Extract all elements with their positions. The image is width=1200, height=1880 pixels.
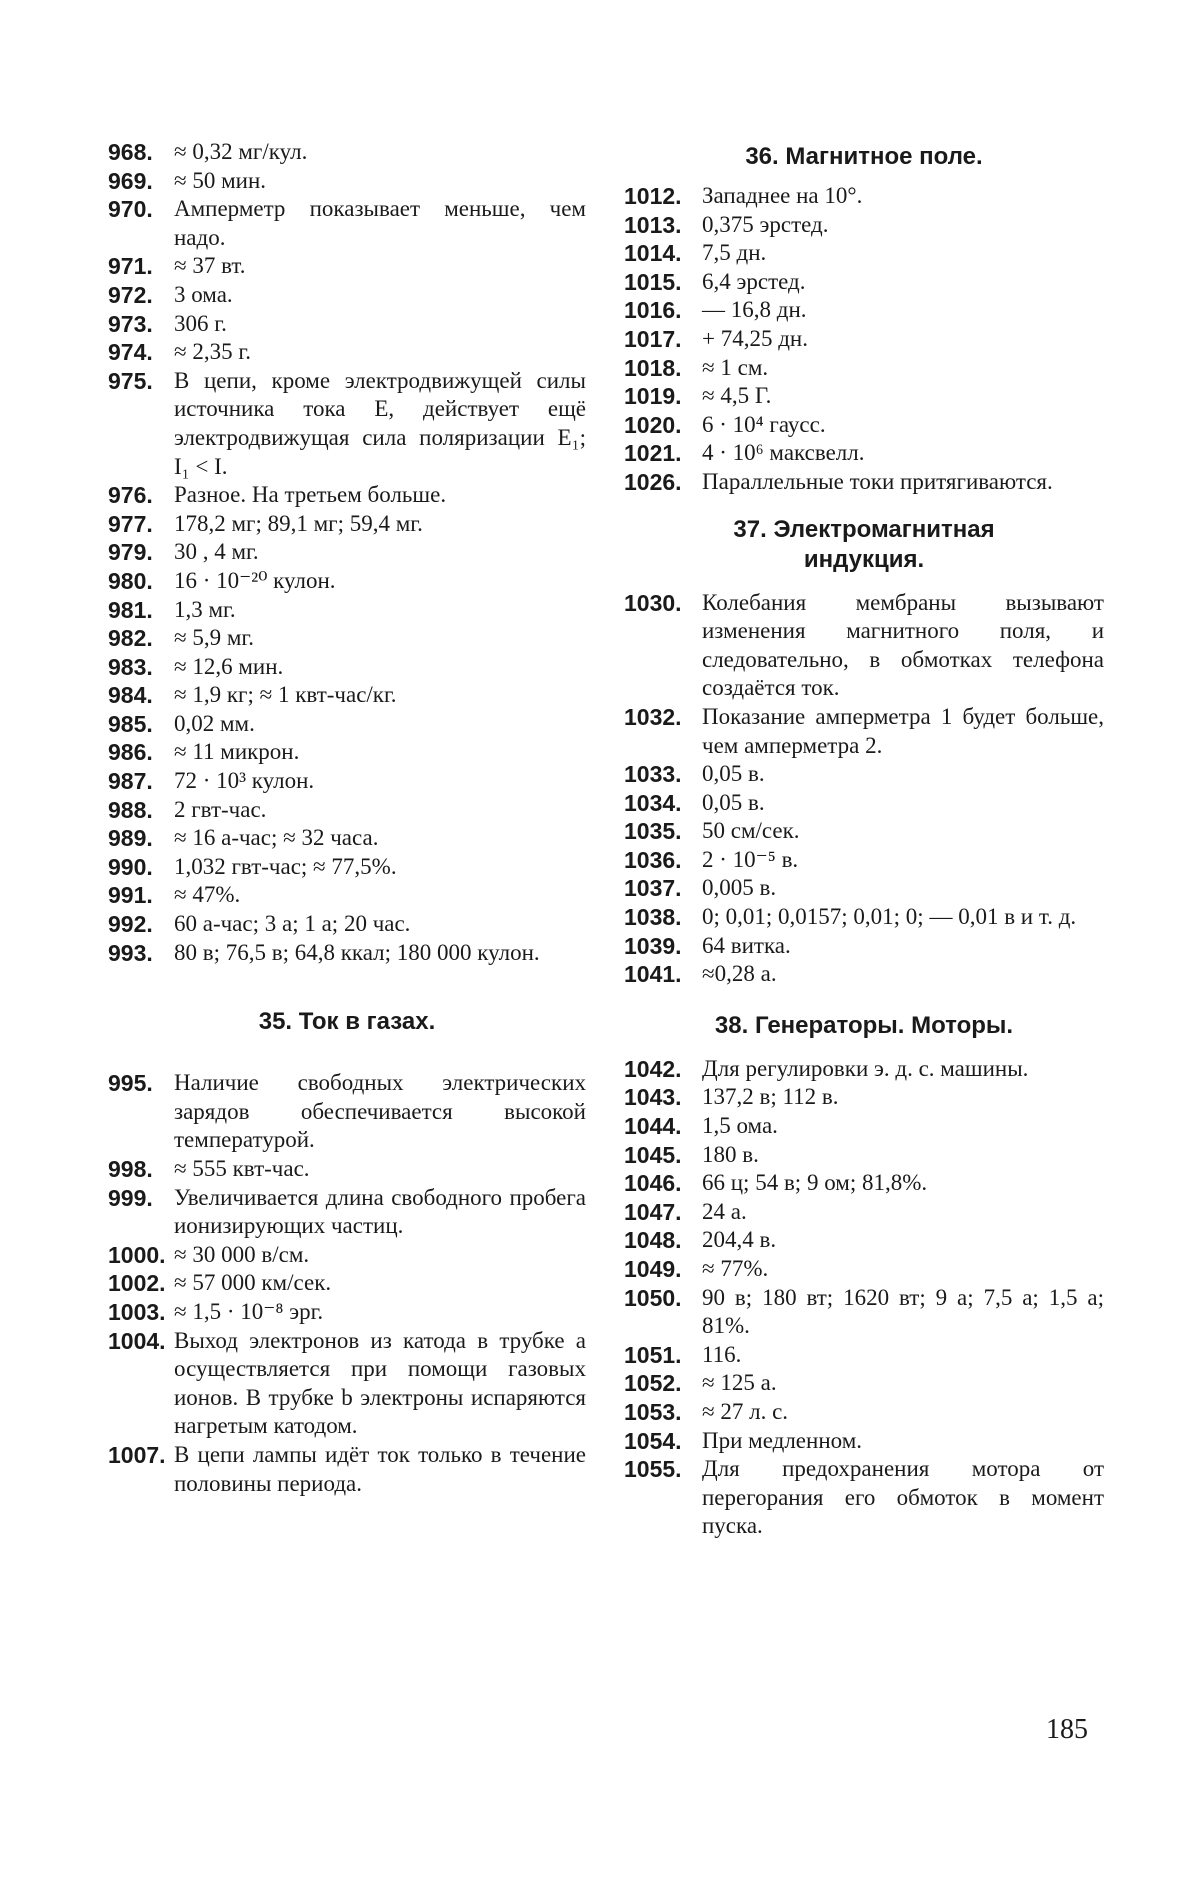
answer-number: 1002. [108, 1270, 166, 1297]
answer-text: 306 г. [174, 310, 227, 336]
answer-number: 1030. [624, 589, 682, 616]
answer-text: В цепи лампы идёт ток только в течение половины периода. [174, 1441, 586, 1496]
answer-number: 1051. [624, 1341, 682, 1368]
answer-text: 0,05 в. [702, 761, 765, 787]
answer-entry [624, 1398, 1104, 1427]
answer-text: При медленном. [702, 1427, 863, 1453]
answer-entry [108, 1155, 586, 1184]
answer-entry [108, 1069, 586, 1155]
answer-number: 977. [108, 510, 153, 537]
answer-number: 1015. [624, 268, 682, 295]
answer-entry [108, 624, 586, 653]
answer-entry [108, 538, 586, 567]
answer-entry [624, 296, 1104, 325]
answer-entry [108, 1269, 586, 1298]
answer-text: 24 а. [702, 1198, 747, 1224]
answer-entry [108, 1441, 586, 1498]
answer-number: 1013. [624, 211, 682, 238]
answer-entry [624, 354, 1104, 383]
answer-entry [624, 1455, 1104, 1541]
answer-entry [108, 796, 586, 825]
answer-number: 1052. [624, 1370, 682, 1397]
answer-number: 1017. [624, 325, 682, 352]
answer-entry [624, 1341, 1104, 1370]
answer-entry [108, 939, 586, 968]
answer-entry [108, 281, 586, 310]
answer-entry [624, 1226, 1104, 1255]
answer-number: 976. [108, 482, 153, 509]
answer-number: 988. [108, 796, 153, 823]
answer-text: Колебания мембраны вызывают изменения магнитного поля, и следовательно, в обмотках телефона создаётся ток. [702, 589, 1104, 701]
answer-entry [624, 903, 1104, 932]
answer-number: 1048. [624, 1227, 682, 1254]
answer-text: 0; 0,01; 0,0157; 0,01; 0; — 0,01 в и т. д. [702, 904, 1077, 930]
answer-entry [624, 932, 1104, 961]
answer-text: 2 · 10⁻⁵ в. [702, 846, 799, 872]
answer-number: 1026. [624, 468, 682, 495]
answer-entry [108, 596, 586, 625]
answer-entry [624, 1284, 1104, 1341]
answer-text: 1,032 гвт-час; ≈ 77,5%. [174, 853, 397, 879]
answer-number: 1036. [624, 846, 682, 873]
answer-number: 1021. [624, 440, 682, 467]
answer-text: 1,5 ома. [702, 1113, 778, 1139]
answer-entry [108, 338, 586, 367]
answer-text: 6 · 10⁴ гаусс. [702, 411, 826, 437]
answer-text: Выход электронов из катода в трубке a осуществляется при помощи газовых ионов. В трубке b электроны испаряются нагретым катодом. [174, 1327, 586, 1439]
answer-text: ≈ 37 вт. [174, 253, 246, 279]
answer-entry [108, 653, 586, 682]
answer-number: 999. [108, 1184, 153, 1211]
answer-number: 1039. [624, 932, 682, 959]
answer-number: 987. [108, 768, 153, 795]
answer-entry [624, 211, 1104, 240]
answer-entry [108, 138, 586, 167]
answer-entry [624, 1169, 1104, 1198]
answer-text: Показание амперметра 1 будет больше, чем амперметра 2. [702, 703, 1104, 758]
answer-number: 1020. [624, 411, 682, 438]
answer-entry [108, 824, 586, 853]
answer-number: 980. [108, 567, 153, 594]
answer-number: 1018. [624, 354, 682, 381]
section-heading-35: 35. Ток в газах. [258, 1008, 436, 1036]
answer-text: 180 в. [702, 1141, 759, 1167]
answer-list-37 [624, 589, 1104, 989]
answer-number: 1045. [624, 1141, 682, 1168]
answer-text: Для регулировки э. д. с. машины. [702, 1055, 1029, 1081]
answer-entry [108, 910, 586, 939]
answer-list-35 [108, 1069, 586, 1498]
answer-entry [108, 252, 586, 281]
answer-text: 0,02 мм. [174, 710, 255, 736]
answer-text: ≈ 47%. [174, 882, 241, 908]
left-column [108, 138, 586, 1498]
answer-number: 986. [108, 739, 153, 766]
answer-entry [624, 1112, 1104, 1141]
answer-text: 116. [702, 1341, 742, 1367]
section-heading-37 [624, 515, 1104, 575]
answer-text: ≈ 27 л. с. [702, 1398, 789, 1424]
answer-text: ≈ 1 см. [702, 354, 769, 380]
answer-text: 204,4 в. [702, 1227, 777, 1253]
answer-text: 66 ц; 54 в; 9 ом; 81,8%. [702, 1170, 928, 1196]
answer-text: 6,4 эрстед. [702, 268, 806, 294]
answer-number: 1004. [108, 1327, 166, 1354]
answer-entry [624, 789, 1104, 818]
answer-text: 80 в; 76,5 в; 64,8 ккал; 180 000 кулон. [174, 939, 540, 965]
answer-text: ≈ 5,9 мг. [174, 625, 255, 651]
answer-text: Разное. На третьем больше. [174, 482, 447, 508]
answer-text: 0,375 эрстед. [702, 211, 829, 237]
answer-text: 0,005 в. [702, 875, 777, 901]
answer-entry [624, 268, 1104, 297]
answer-entry [108, 510, 586, 539]
section-heading-37-line2: индукция. [803, 545, 925, 573]
answer-number: 989. [108, 825, 153, 852]
answer-text: 60 а-час; 3 а; 1 а; 20 час. [174, 911, 411, 937]
answer-entry [108, 853, 586, 882]
answer-entry [624, 1255, 1104, 1284]
answer-number: 973. [108, 310, 153, 337]
answer-entry [624, 239, 1104, 268]
answer-number: 971. [108, 253, 153, 280]
answer-text: ≈ 16 а-час; ≈ 32 часа. [174, 825, 379, 851]
answer-entry [108, 195, 586, 252]
answer-text: ≈ 555 квт-час. [174, 1156, 310, 1181]
answer-entry [624, 817, 1104, 846]
answer-number: 1012. [624, 183, 682, 209]
answer-text: 0,05 в. [702, 789, 765, 815]
answer-text: 90 в; 180 вт; 1620 вт; 9 а; 7,5 а; 1,5 а; 81%. [702, 1284, 1104, 1339]
answer-number: 1041. [624, 961, 682, 988]
answer-text: 30 , 4 мг. [174, 539, 259, 565]
answer-number: 1049. [624, 1256, 682, 1282]
answer-text: 2 гвт-час. [174, 796, 267, 822]
answer-number: 975. [108, 367, 153, 394]
answer-text: 50 см/сек. [702, 818, 800, 844]
answer-number: 1050. [624, 1284, 682, 1311]
answer-number: 1019. [624, 383, 682, 410]
answer-text: 137,2 в; 112 в. [702, 1084, 839, 1110]
answer-entry [108, 567, 586, 596]
answer-entry [624, 760, 1104, 789]
page-number: 185 [1046, 1714, 1088, 1745]
answer-entry [624, 382, 1104, 411]
answer-text: 3 ома. [174, 281, 233, 307]
answer-number: 998. [108, 1156, 153, 1182]
answer-text: ≈ 1,9 кг; ≈ 1 квт-час/кг. [174, 682, 397, 708]
answer-text: ≈ 77%. [702, 1256, 769, 1281]
answer-number: 993. [108, 939, 153, 966]
section-heading-36: 36. Магнитное поле. [745, 143, 983, 170]
answer-list-36 [624, 182, 1104, 497]
answer-number: 974. [108, 339, 153, 366]
answer-text: ≈ 2,35 г. [174, 339, 251, 365]
answer-text: Наличие свободных электрических зарядов обеспечивается высокой температурой. [174, 1070, 586, 1153]
answer-number: 991. [108, 882, 153, 909]
answer-number: 979. [108, 539, 153, 566]
answer-entry [108, 1327, 586, 1441]
answer-entry [108, 767, 586, 796]
answer-entry [108, 681, 586, 710]
answer-entry [108, 481, 586, 510]
answer-number: 1003. [108, 1298, 166, 1325]
answer-entry [624, 1427, 1104, 1456]
answer-number: 985. [108, 710, 153, 737]
answer-entry [624, 846, 1104, 875]
answer-entry [624, 1369, 1104, 1398]
answer-number: 1032. [624, 703, 682, 730]
answer-number: 1038. [624, 904, 682, 931]
answer-text: 64 витка. [702, 932, 791, 958]
answer-list-38 [624, 1055, 1104, 1541]
answer-text: ≈ 57 000 км/сек. [174, 1270, 332, 1296]
section-heading-37-line1: 37. Электромагнитная [733, 515, 995, 543]
answer-entry [624, 1055, 1104, 1084]
answer-number: 972. [108, 281, 153, 308]
answer-text: 178,2 мг; 89,1 мг; 59,4 мг. [174, 510, 423, 536]
answer-text: ≈ 0,32 мг/кул. [174, 139, 308, 164]
section-heading-38: 38. Генераторы. Моторы. [714, 1011, 1014, 1039]
answer-number: 1034. [624, 789, 682, 816]
answer-text: 7,5 дн. [702, 240, 767, 266]
answer-text: Увеличивается длина свободного пробега ионизирующих частиц. [174, 1184, 586, 1239]
answer-text: Параллельные токи притягиваются. [702, 468, 1053, 494]
answer-text: 72 · 10³ кулон. [174, 768, 315, 794]
right-column [624, 142, 1104, 1541]
answer-entry [108, 310, 586, 339]
answer-entry [624, 589, 1104, 703]
answer-text: ≈ 11 микрон. [174, 739, 300, 765]
answer-number: 1053. [624, 1398, 682, 1425]
answer-text: ≈ 1,5 · 10⁻⁸ эрг. [174, 1298, 324, 1324]
answer-entry [108, 1184, 586, 1241]
answer-entry [624, 1198, 1104, 1227]
answer-text: ≈ 125 а. [702, 1370, 777, 1396]
answer-number: 1016. [624, 297, 682, 324]
answer-text: + 74,25 дн. [702, 325, 808, 351]
answer-number: 1047. [624, 1198, 682, 1225]
answer-entry [624, 468, 1104, 497]
answer-number: 982. [108, 625, 153, 652]
answer-entry [624, 411, 1104, 440]
answer-number: 1014. [624, 240, 682, 267]
answer-number: 995. [108, 1070, 153, 1097]
answer-entry [624, 874, 1104, 903]
answer-number: 983. [108, 653, 153, 680]
answer-text: Амперметр показывает меньше, чем надо. [174, 196, 586, 250]
answer-entry [108, 1241, 586, 1270]
answer-number: 1037. [624, 875, 682, 902]
answer-entry [624, 1141, 1104, 1170]
answer-number: 1033. [624, 761, 682, 788]
answer-number: 1007. [108, 1441, 166, 1468]
answer-number: 1042. [624, 1055, 682, 1082]
answer-entry [108, 1298, 586, 1327]
answer-number: 1046. [624, 1170, 682, 1197]
answer-entry [624, 182, 1104, 211]
answer-entry [624, 703, 1104, 760]
answer-text: ≈ 4,5 Г. [702, 383, 772, 409]
answer-entry [624, 960, 1104, 989]
answer-number: 981. [108, 596, 153, 623]
answer-number: 990. [108, 853, 153, 880]
answer-number: 969. [108, 167, 153, 194]
answer-number: 984. [108, 682, 153, 709]
answer-number: 1035. [624, 818, 682, 845]
answer-number: 1054. [624, 1427, 682, 1454]
answer-number: 992. [108, 911, 153, 938]
answer-entry [624, 325, 1104, 354]
answer-number: 1000. [108, 1241, 166, 1268]
answer-entry [108, 167, 586, 196]
answer-text: Западнее на 10°. [702, 183, 863, 208]
answer-number: 1043. [624, 1084, 682, 1111]
answer-entry [108, 367, 586, 481]
answer-text: 1,3 мг. [174, 596, 236, 622]
answer-list-34 [108, 138, 586, 967]
answer-text: В цепи, кроме электродвижущей силы источника тока E, действует ещё электродвижущая сила поляризации E₁; I₁ < I. [174, 367, 586, 479]
answer-text: ≈0,28 а. [702, 961, 777, 987]
answer-text: — 16,8 дн. [702, 297, 807, 323]
answer-text: 16 · 10⁻²⁰ кулон. [174, 567, 336, 593]
answer-entry [624, 1083, 1104, 1112]
answer-entry [624, 439, 1104, 468]
answer-text: ≈ 12,6 мин. [174, 653, 284, 679]
answer-entry [108, 881, 586, 910]
answer-number: 968. [108, 139, 153, 165]
answer-number: 970. [108, 196, 153, 223]
answer-entry [108, 738, 586, 767]
answer-text: 4 · 10⁶ максвелл. [702, 440, 865, 466]
answer-text: ≈ 30 000 в/см. [174, 1241, 310, 1267]
answer-number: 1055. [624, 1456, 682, 1483]
answer-number: 1044. [624, 1113, 682, 1140]
answer-text: ≈ 50 мин. [174, 167, 267, 193]
answer-text: Для предохранения мотора от перегорания его обмоток в момент пуска. [702, 1456, 1104, 1539]
answer-entry [108, 710, 586, 739]
